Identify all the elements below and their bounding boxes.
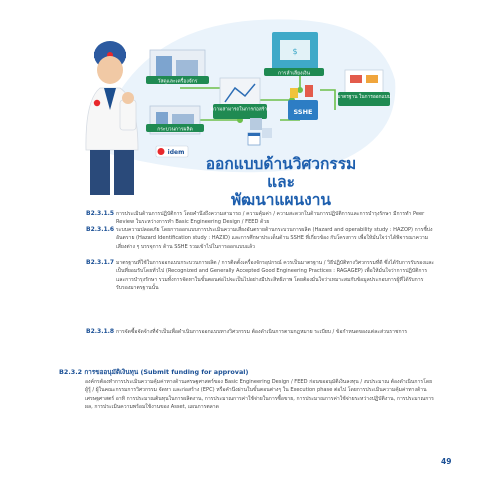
logo-badge [156, 146, 188, 157]
label-process: กระบวนการผลิต [157, 126, 193, 133]
item-text: มาตรฐานที่ใช้ในการออกแบบกระบวนการผลิต / การติดตั้งเครื่องจักรอุปกรณ์ ควรเป็นมาตรฐาน / วิธีปฏิบัติทางวิศวกรรมที่ดี ซึ่งได้รับการรับรองและเป็นที่ยอมรับโดยทั่วไป (Recognized and Generally Accepted Good Engineering Practices : RAGAGEP) เพื่อให้มั่นใจว่าการปฏิบัติการและการบำรุงรักษา รวมทั้งการจัดหาในขั้นตอนต่อไปจะเป็นไปอย่างมีประสิทธิภาพ โดยต้องมั่นใจว่าเหมาะสมกับข้อมูลประกอบการผู้ที่ได้รับการรับรองมาตรฐานนั้น [116, 260, 434, 292]
section-number: B2.3.2 [59, 368, 83, 376]
machinery-block [146, 50, 209, 85]
page-headline [196, 155, 366, 209]
cube-decor [250, 118, 262, 130]
item-text: การจัดซื้อจัดจ้างที่จำเป็นเพื่อดำเนินการออกแบบทางวิศวกรรม ต้องดำเนินการตามกฎหมาย ระเบียบ / ข้อกำหนดของแต่ละส่วนราชการ [116, 329, 408, 335]
section-subtitle: (Submit funding for approval) [140, 368, 249, 376]
item-text: การประเมินด้านการปฏิบัติการ โดยคำนึงถึงความสามารถ / ความคุ้มค่า / ความสะดวกในด้านการปฏิบัติการและการบำรุงรักษา มีการทำ Peer Review ในระหว่างการทำ Basic Engineering Design / FEED ด้วย [116, 211, 425, 226]
headline-line-2: พัฒนาแผนงาน [230, 191, 332, 209]
label-sshe: SSHE [293, 108, 313, 116]
label-safety-cost: การลำเลียงเงิน [277, 70, 311, 77]
page-number: 49 [441, 457, 452, 466]
section-title: การขออนุมัติเงินทุน [84, 368, 139, 376]
engineer-figure [86, 41, 138, 195]
cube-decor [262, 128, 272, 138]
label-materials: วัสดุและเครื่องจักร [157, 78, 198, 85]
section-body: องค์กรต้องทำการประเมินความคุ้มค่าทางด้านเศรษฐศาสตร์ของ Basic Engineering Design / FEED ก่อนขออนุมัติเงินลงทุน / งบประมาณ ต้องดำเนินการโดยผู้รู้ / ผู้ในคณะกรรมการวิศวกรรม จัดหา และก่อสร้าง (EPC) หรือคำนึงผ่านในขั้นตอนต่างๆ ใน Execution phase ต่อไป โดยการประเมินความคุ้มค่าทางด้านเศรษฐศาสตร์ อาทิ การประมาณต้นทุนในการผลิตงาน, การประมาณการค่าใช้จ่ายในการซื้อขาย, การประมาณการค่าใช้จ่ายระหว่างปฏิบัติงาน, การประมาณการผล, การประเมินความพร้อมใช้งานของ Asset, แผนการตลาด [85, 379, 434, 411]
process-block [146, 106, 204, 134]
calendar-icon [248, 133, 260, 145]
label-standards: มาตรฐาน ในการออกแบบ [337, 95, 391, 100]
item-text: ระบบความปลอดภัย โดยการออกแบบการประเมินความเสี่ยงอันตรายด้านกระบวนการผลิต (Hazard and operability study : HAZOP) การชี้บ่งอันตราย (Hazard Identification study : HAZID) และการศึกษาประเด็นด้าน SSHE ที่เกี่ยวข้อง กับโครงการ เพื่อให้มั่นใจว่าได้พิจารณาความเสี่ยงต่าง ๆ บรรจุการ ด้าน SSHE รวมเข้าไปในการออกแบบแล้ว [116, 227, 433, 250]
headline-line-1: ออกแบบด้านวิศวกรรมและ [205, 155, 357, 191]
item-number: B2.3.1.7 [86, 259, 115, 266]
svg-text:$: $ [292, 47, 298, 56]
logo-text: idem [167, 149, 185, 156]
section-heading [59, 367, 248, 377]
finance-block [264, 32, 324, 77]
standards-block [337, 70, 390, 106]
label-capability: ความสามารถในการก่อสร้าง [210, 107, 270, 113]
item-number: B2.3.1.8 [86, 328, 115, 335]
item-number: B2.3.1.6 [86, 226, 115, 233]
item-number: B2.3.1.5 [86, 210, 115, 217]
